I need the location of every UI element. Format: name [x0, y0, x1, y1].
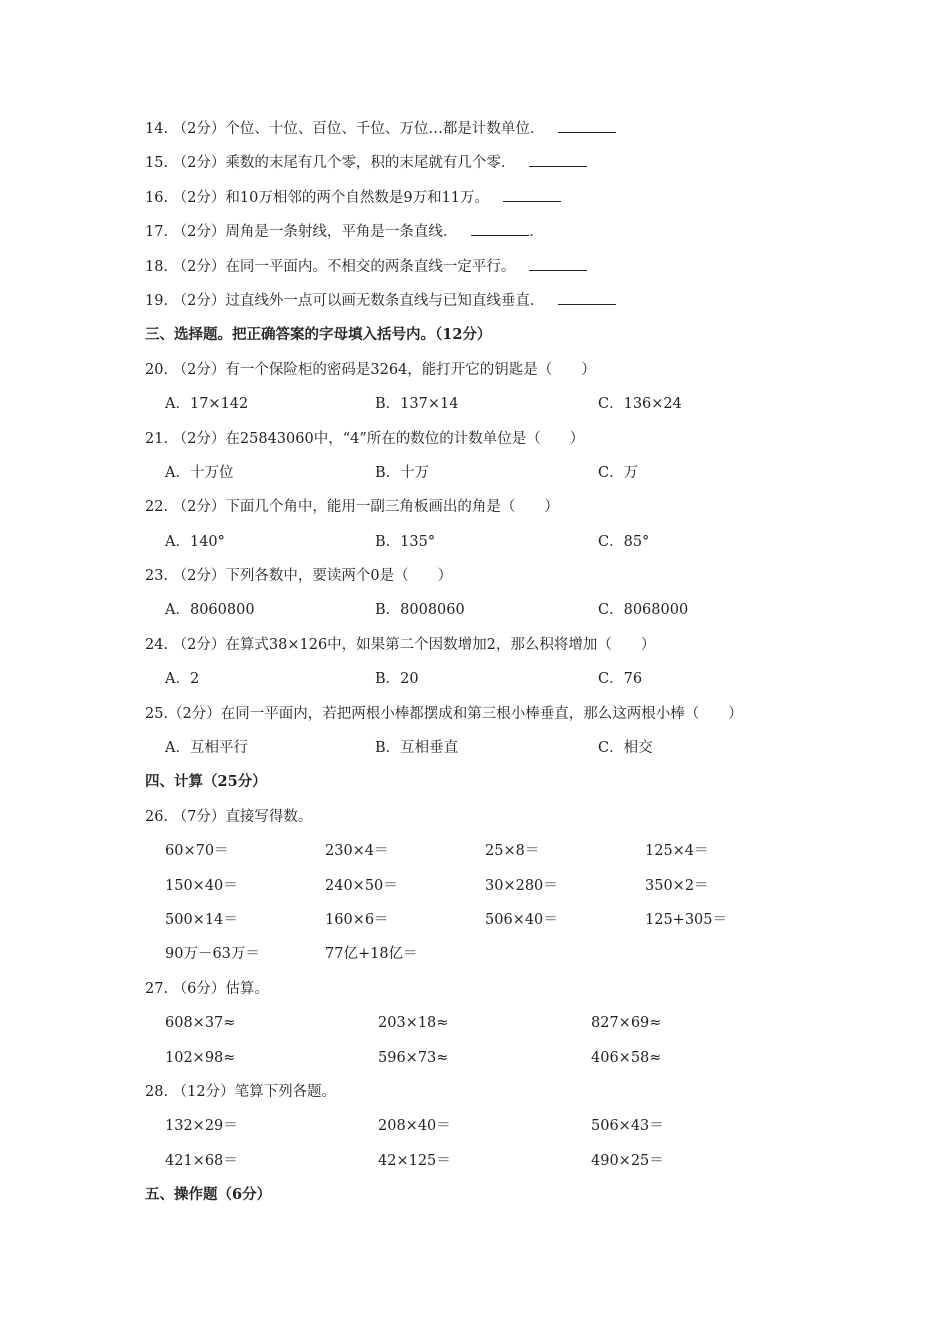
judge-question — [0, 112, 950, 146]
calc-item: 406×58≈ — [591, 1049, 662, 1066]
calc-item: 25×8＝ — [485, 843, 540, 860]
calc-question: 26. （7分）直接写得数。 — [145, 808, 313, 825]
question-text: 19. （2分）过直线外一点可以画无数条直线与已知直线垂直． — [145, 292, 545, 309]
section-heading: 四、计算（25分） — [145, 773, 267, 791]
calc-row — [0, 903, 950, 937]
answer-blank[interactable] — [471, 221, 529, 236]
calc-item: 506×43＝ — [591, 1118, 664, 1135]
answer-blank[interactable] — [558, 290, 616, 305]
judge-question — [0, 146, 950, 180]
choice-option: A．8060800 — [165, 602, 255, 619]
choice-option: A．17×142 — [165, 396, 249, 413]
question-text: 14. （2分）个位、十位、百位、千位、万位…都是计数单位． — [145, 121, 545, 137]
question-suffix: ． — [529, 224, 544, 241]
calc-row — [0, 937, 950, 971]
choice-option: A．互相平行 — [165, 740, 248, 757]
calc-row — [0, 1144, 950, 1178]
choice-option: B．137×14 — [375, 396, 459, 413]
exam-page — [0, 112, 950, 1213]
choice-question: 20. （2分）有一个保险柜的密码是3264，能打开它的钥匙是（ ） — [145, 361, 596, 378]
choice-option: B．135° — [375, 533, 436, 550]
calc-row — [0, 1006, 950, 1040]
choice-question: 22. （2分）下面几个角中，能用一副三角板画出的角是（ ） — [145, 499, 559, 516]
choice-option: C．万 — [598, 464, 639, 481]
judge-question — [0, 250, 950, 284]
calc-item: 42×125＝ — [378, 1152, 451, 1169]
judge-question — [0, 284, 950, 318]
calc-item: 506×40＝ — [485, 911, 558, 928]
calc-item: 30×280＝ — [485, 877, 558, 894]
calc-item: 125×4＝ — [645, 843, 709, 860]
question-text: 17. （2分）周角是一条射线，平角是一条直线． — [145, 224, 458, 241]
answer-blank[interactable] — [503, 187, 561, 202]
choice-option: C．85° — [598, 533, 650, 550]
calc-row — [0, 869, 950, 903]
calc-row — [0, 1109, 950, 1143]
choice-option: B．十万 — [375, 464, 430, 481]
judge-question — [0, 181, 950, 215]
question-text: 18. （2分）在同一平面内。不相交的两条直线一定平行。 — [145, 258, 516, 275]
calc-item: 208×40＝ — [378, 1118, 451, 1135]
choice-options — [0, 593, 950, 627]
calc-item: 160×6＝ — [325, 911, 389, 928]
calc-item: 421×68＝ — [165, 1152, 238, 1169]
question-text: 15. （2分）乘数的末尾有几个零，积的末尾就有几个零． — [145, 155, 516, 172]
choice-options — [0, 387, 950, 421]
choice-option: B．8008060 — [375, 602, 465, 619]
section-heading: 三、选择题。把正确答案的字母填入括号内。（12分） — [145, 326, 492, 344]
choice-question: 24. （2分）在算式38×126中，如果第二个因数增加2，那么积将增加（ ） — [145, 636, 656, 653]
calc-item: 490×25＝ — [591, 1152, 664, 1169]
calc-item: 102×98≈ — [165, 1049, 236, 1066]
calc-item: 608×37≈ — [165, 1015, 236, 1032]
calc-question: 27. （6分）估算。 — [145, 980, 269, 997]
answer-blank[interactable] — [529, 256, 587, 271]
choice-options — [0, 731, 950, 765]
choice-option: A．十万位 — [165, 464, 234, 481]
calc-item: 203×18≈ — [378, 1015, 449, 1032]
calc-item: 60×70＝ — [165, 843, 229, 860]
choice-options — [0, 525, 950, 559]
calc-question: 28. （12分）笔算下列各题。 — [145, 1083, 337, 1100]
calc-item: 827×69≈ — [591, 1015, 662, 1032]
choice-option: B．20 — [375, 671, 419, 688]
answer-blank[interactable] — [529, 152, 587, 167]
choice-option: A．140° — [165, 533, 225, 550]
question-text: 16. （2分）和10万相邻的两个自然数是9万和11万。 — [145, 189, 490, 206]
judge-question — [0, 215, 950, 249]
calc-row — [0, 1041, 950, 1075]
calc-item: 230×4＝ — [325, 843, 389, 860]
calc-item: 125+305＝ — [645, 911, 728, 928]
choice-question: 21. （2分）在25843060中，“4”所在的数位的计数单位是（ ） — [145, 430, 585, 447]
choice-options — [0, 662, 950, 696]
choice-option: C．相交 — [598, 740, 653, 757]
answer-blank[interactable] — [558, 118, 616, 133]
calc-item: 77亿+18亿＝ — [325, 946, 418, 963]
calc-item: 132×29＝ — [165, 1118, 238, 1135]
choice-option: C．136×24 — [598, 396, 682, 413]
choice-option: C．76 — [598, 671, 643, 688]
choice-options — [0, 456, 950, 490]
choice-option: B．互相垂直 — [375, 740, 459, 757]
calc-item: 350×2＝ — [645, 877, 709, 894]
choice-option: A．2 — [165, 671, 200, 688]
choice-option: C．8068000 — [598, 602, 689, 619]
calc-row — [0, 834, 950, 868]
choice-question: 23. （2分）下列各数中，要读两个0是（ ） — [145, 568, 453, 585]
calc-item: 150×40＝ — [165, 877, 238, 894]
calc-item: 90万－63万＝ — [165, 946, 260, 963]
calc-item: 500×14＝ — [165, 911, 238, 928]
section-heading: 五、操作题（6分） — [145, 1186, 272, 1204]
calc-item: 240×50＝ — [325, 877, 398, 894]
calc-item: 596×73≈ — [378, 1049, 449, 1066]
choice-question: 25.（2分）在同一平面内，若把两根小棒都摆成和第三根小棒垂直，那么这两根小棒（ ） — [145, 705, 743, 722]
